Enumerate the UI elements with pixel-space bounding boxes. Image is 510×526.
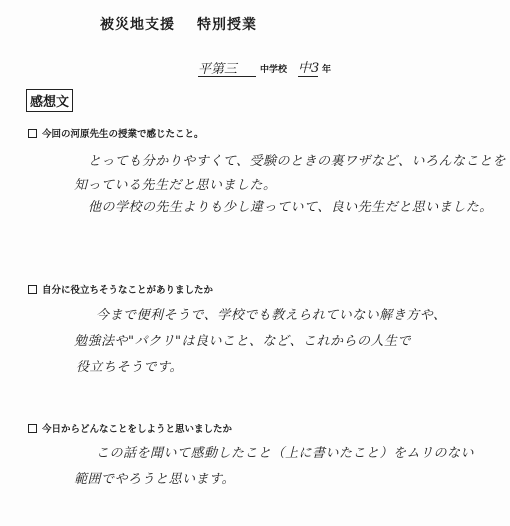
answer-1-line-1: とっても分かりやすくて、受験のときの裏ワザなど、いろんなことを xyxy=(88,154,506,169)
school-info xyxy=(198,58,458,80)
answer-2-line-3: 役立ちそうです。 xyxy=(76,360,183,375)
answer-1-line-3: 他の学校の先生よりも少し違っていて、良い先生だと思いました。 xyxy=(88,200,493,215)
question-3 xyxy=(28,421,232,435)
answer-2-line-1: 今まで便利そうで、学校でも教えられていない解き方や、 xyxy=(96,308,447,323)
title-right: 特別授業 xyxy=(197,17,257,33)
checkbox-icon xyxy=(28,285,37,294)
grade-underline xyxy=(298,76,318,77)
answer-1-line-2: 知っている先生だと思いました。 xyxy=(74,178,277,193)
school-name: 平第三 xyxy=(198,62,238,77)
title-left: 被災地支援 xyxy=(100,17,175,33)
question-1 xyxy=(28,126,204,140)
page-title xyxy=(100,14,257,34)
answer-3-line-2: 範囲でやろうと思います。 xyxy=(74,472,235,487)
answer-3-line-1: この話を聞いて感動したこと（上に書いたこと）をムリのない xyxy=(96,446,475,461)
school-grade: 中3 xyxy=(298,61,320,76)
answer-2-line-2: 勉強法や"パクリ"は良いこと、など、これからの人生で xyxy=(74,334,411,349)
grade-suffix: 年 xyxy=(322,65,332,75)
question-2-prompt: 自分に役立ちそうなことがありましたか xyxy=(42,285,214,296)
checkbox-icon xyxy=(28,424,37,433)
section-label: 感想文 xyxy=(26,89,73,112)
question-3-prompt: 今日からどんなことをしようと思いましたか xyxy=(42,424,233,435)
question-2 xyxy=(28,282,213,296)
school-name-underline xyxy=(198,76,256,77)
school-suffix: 中学校 xyxy=(260,65,288,75)
checkbox-icon xyxy=(28,129,37,138)
question-1-prompt: 今回の河原先生の授業で感じたこと。 xyxy=(42,129,204,140)
